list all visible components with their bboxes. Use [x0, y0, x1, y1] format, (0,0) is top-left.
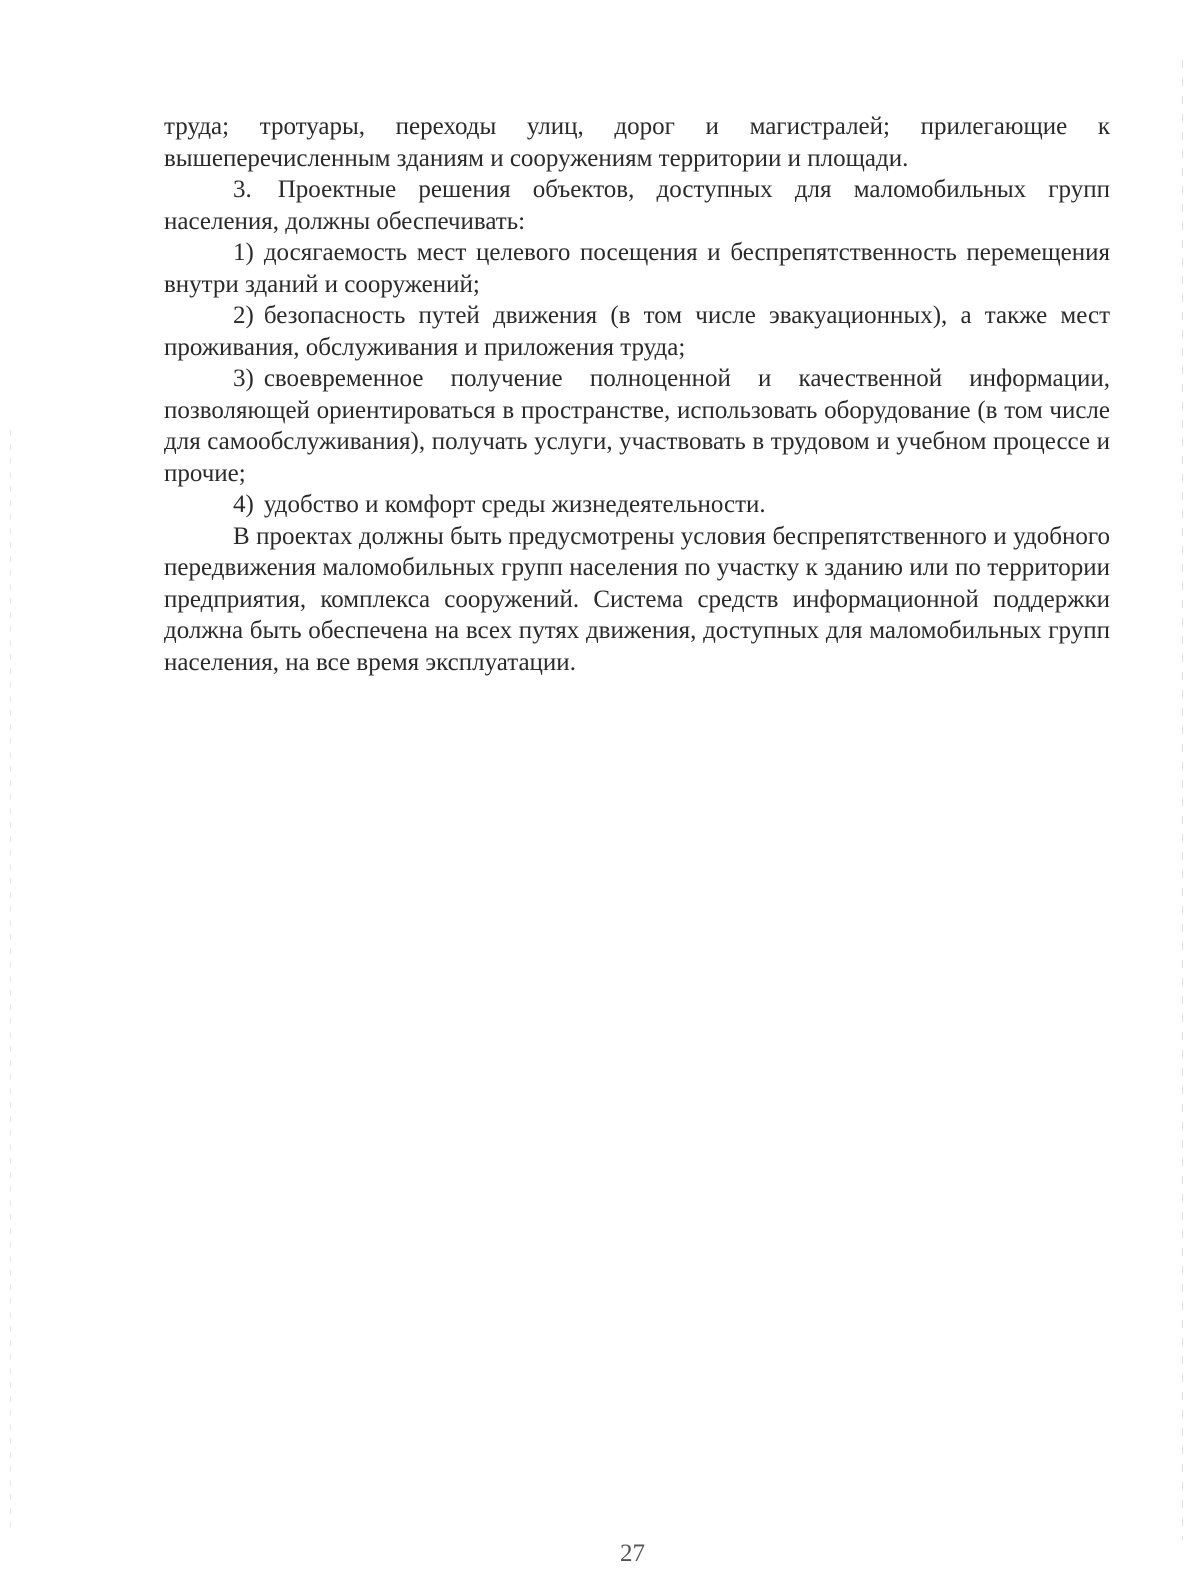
list-item-2 — [164, 300, 1110, 363]
list-item-4 — [164, 489, 1110, 521]
scan-edge-right — [1182, 60, 1183, 1540]
scan-edge-left — [10, 430, 11, 1530]
list-item-text: досягаемость мест целевого посещения и беспрепятственность перемещения внутри зданий и сооружений; — [164, 239, 1110, 298]
list-item-text: удобство и комфорт среды жизнедеятельности. — [263, 491, 766, 518]
page-number: 27 — [620, 1540, 645, 1567]
list-item-number: 4) — [233, 491, 254, 518]
document-body — [164, 111, 1110, 678]
paragraph-projects: В проектах должны быть предусмотрены условия беспрепятственного и удобного передвижения маломобильных групп населения по участку к зданию или по территории предприятия, комплекса сооружений. Система средств информационной поддержки должна быть обеспечена на всех путях движения, доступных для маломобильных групп населения, на все время эксплуатации. — [164, 522, 1110, 676]
list-item-number: 2) — [233, 302, 254, 329]
list-item-text: безопасность путей движения (в том числе эвакуационных), а также мест проживания, обслуживания и приложения труда; — [164, 302, 1110, 361]
list-item-number: 1) — [233, 239, 254, 266]
list-item-1 — [164, 237, 1110, 300]
list-item-number: 3) — [233, 365, 254, 392]
list-item-text: своевременное получение полноценной и качественной информации, позволяющей ориентироваться в пространстве, использовать оборудование (в том числе для самообслуживания), получать услуги, участвовать в трудовом и учебном процессе и прочие; — [164, 365, 1110, 487]
paragraph-item-3 — [164, 174, 1110, 237]
item-number: 3. — [233, 176, 252, 203]
paragraph-continuation: труда; тротуары, переходы улиц, дорог и магистралей; прилегающие к вышеперечисленным зданиям и сооружениям территории и площади. — [164, 113, 1110, 172]
item-text: Проектные решения объектов, доступных для маломобильных групп населения, должны обеспечивать: — [164, 176, 1110, 235]
list-item-3 — [164, 363, 1110, 489]
